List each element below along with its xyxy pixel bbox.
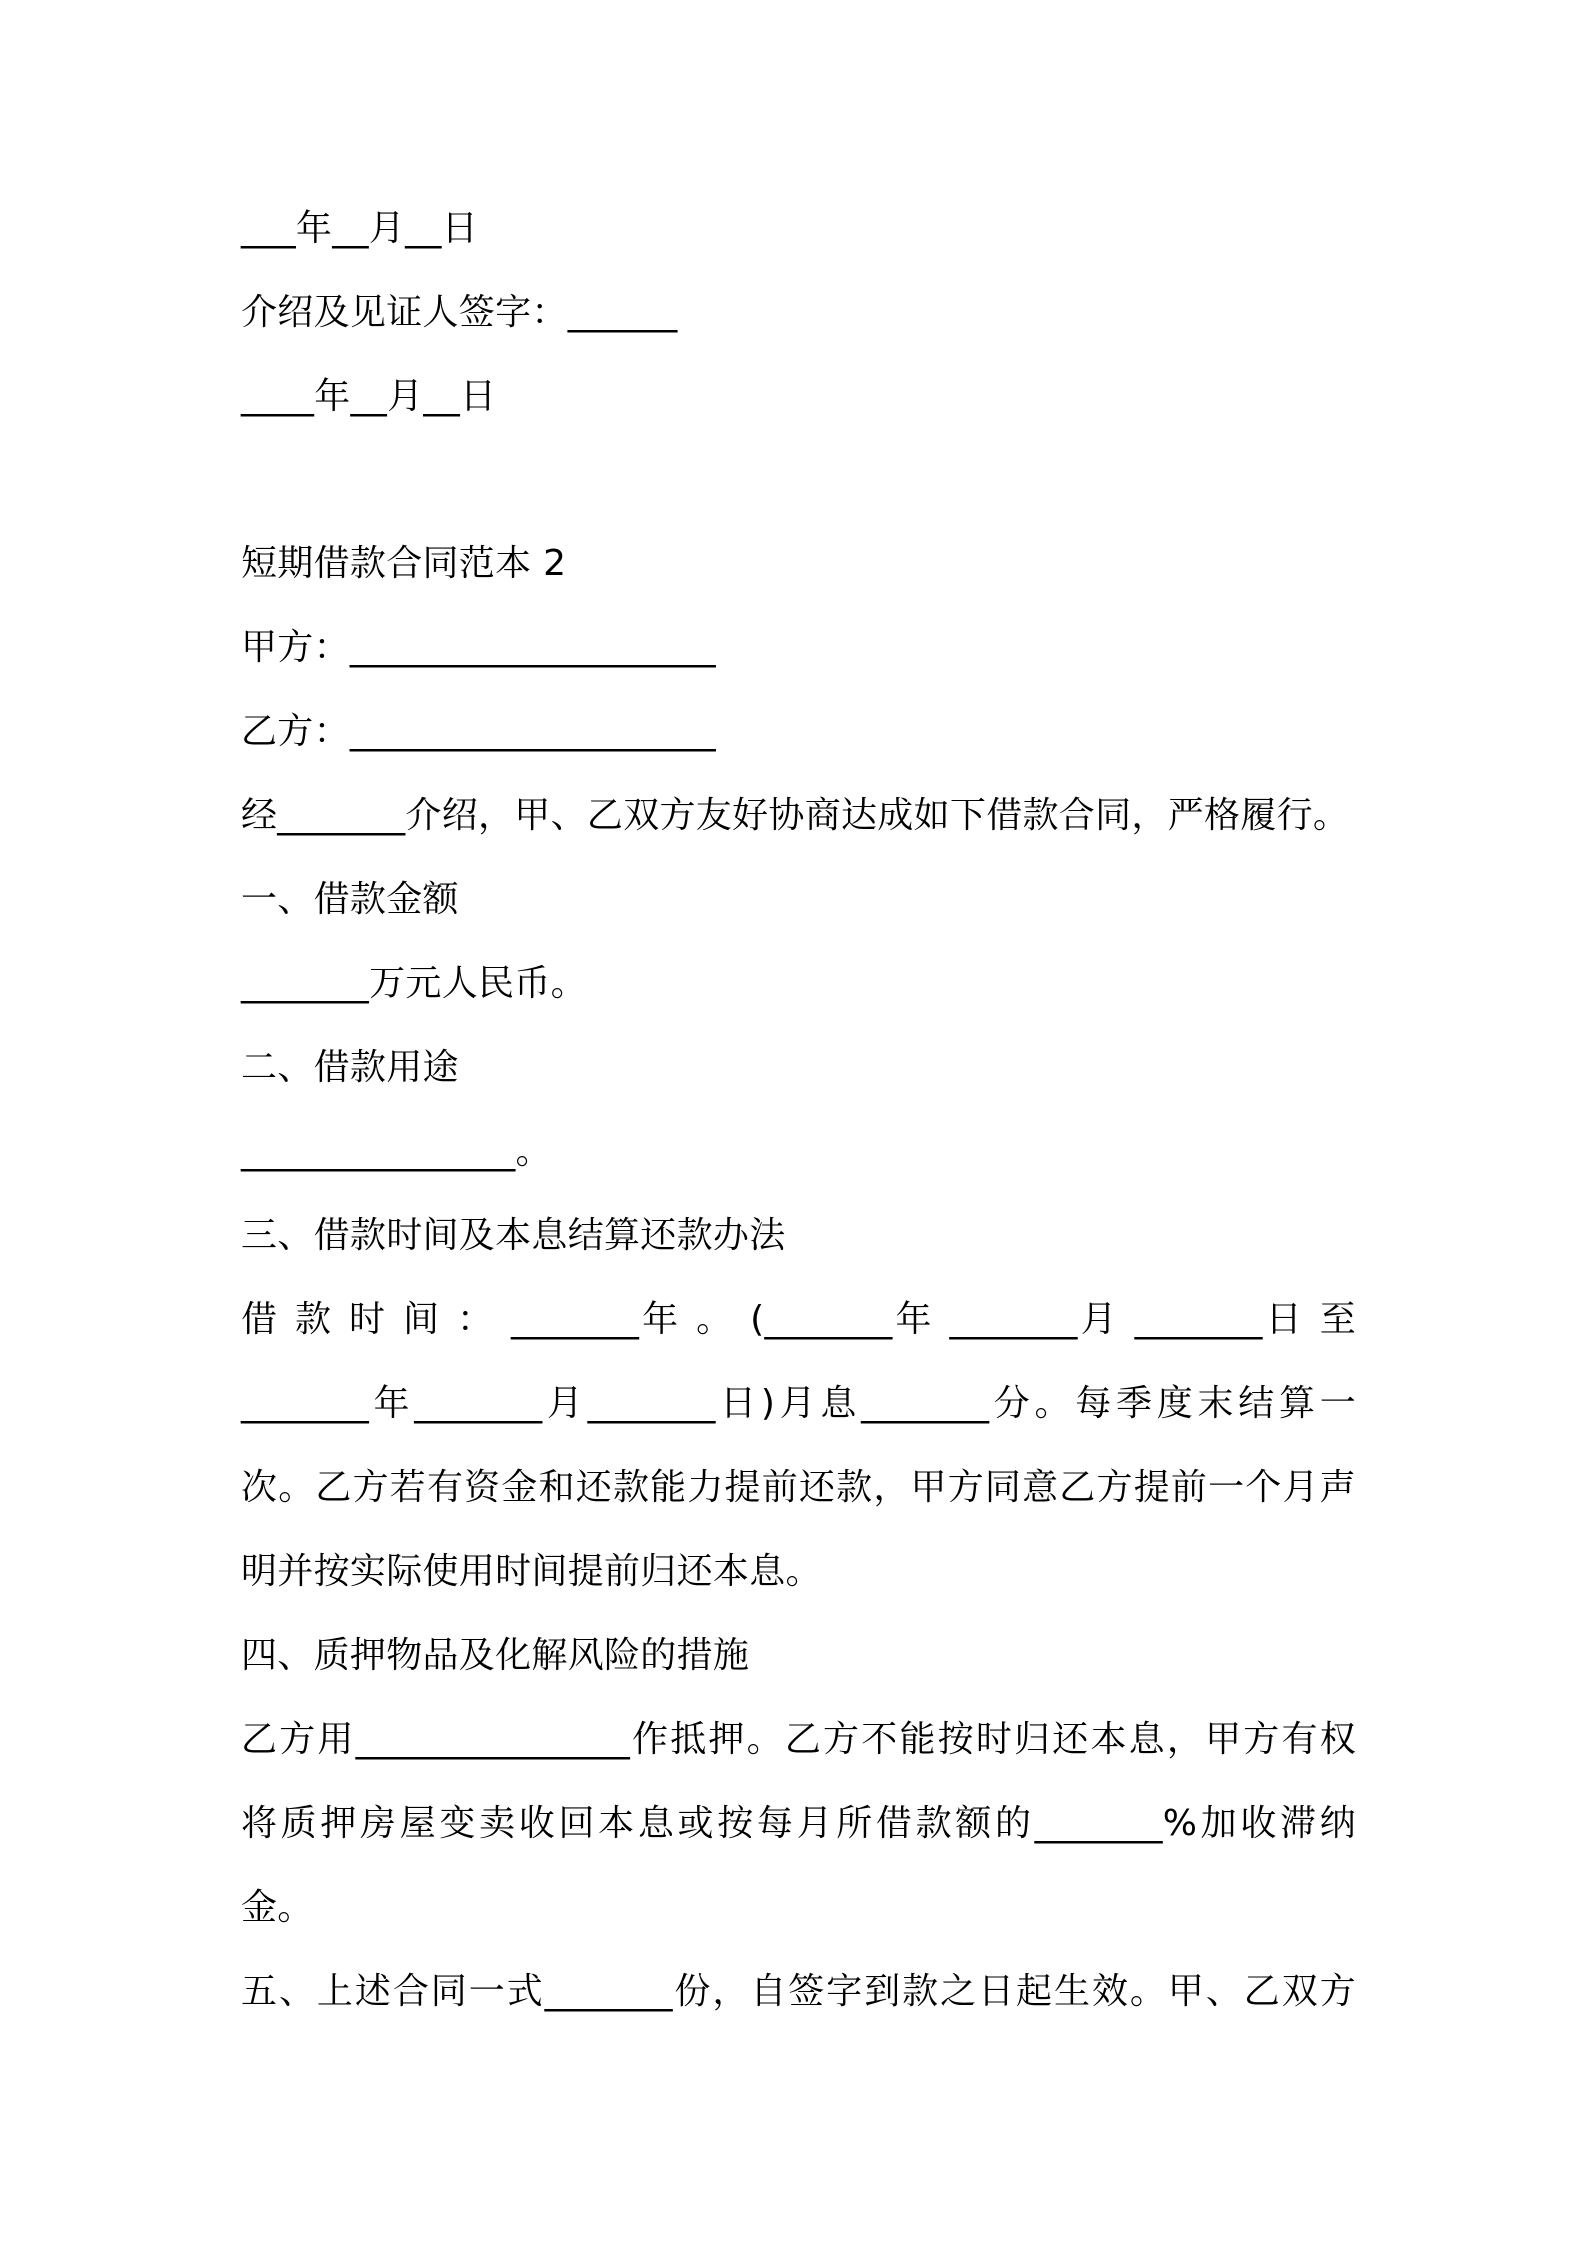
section-heading: 一、借款金额: [241, 879, 459, 920]
section-paragraph-line: 明并按实际使用时间提前归还本息。: [241, 1551, 822, 1592]
date-line: ____年__月__日: [241, 376, 497, 417]
section-heading: 二、借款用途: [241, 1047, 459, 1088]
document-title: 短期借款合同范本 2: [241, 543, 567, 584]
date-line: ___年__月__日: [241, 208, 478, 249]
section-body: _______________。: [241, 1131, 552, 1172]
section-heading: 三、借款时间及本息结算还款办法: [241, 1215, 786, 1256]
party-a-line: 甲方：____________________: [241, 627, 716, 668]
section-paragraph-line: 乙方用_______________作抵押。乙方不能按时归还本息，甲方有权: [241, 1719, 1356, 1760]
section-paragraph-line: 借 款 时 间 ： _______年 。 (_______年 _______月 _______日 至: [241, 1299, 1356, 1340]
section-paragraph-line: _______年_______月_______日)月息_______分。每季度末结算一: [241, 1383, 1356, 1424]
party-b-line: 乙方：____________________: [241, 711, 716, 752]
section-paragraph-line: 将质押房屋变卖收回本息或按每月所借款额的_______%加收滞纳: [241, 1803, 1356, 1844]
section-body: _______万元人民币。: [241, 963, 587, 1004]
section-heading: 四、质押物品及化解风险的措施: [241, 1635, 750, 1676]
witness-signature-line: 介绍及见证人签字：______: [241, 292, 678, 333]
section-paragraph-line: 金。: [241, 1887, 314, 1928]
intro-paragraph: 经_______介绍，甲、乙双方友好协商达成如下借款合同，严格履行。: [241, 795, 1350, 836]
section-paragraph-line: 五、上述合同一式_______份，自签字到款之日起生效。甲、乙双方: [241, 1971, 1356, 2012]
section-paragraph-line: 次。乙方若有资金和还款能力提前还款，甲方同意乙方提前一个月声: [241, 1467, 1356, 1508]
